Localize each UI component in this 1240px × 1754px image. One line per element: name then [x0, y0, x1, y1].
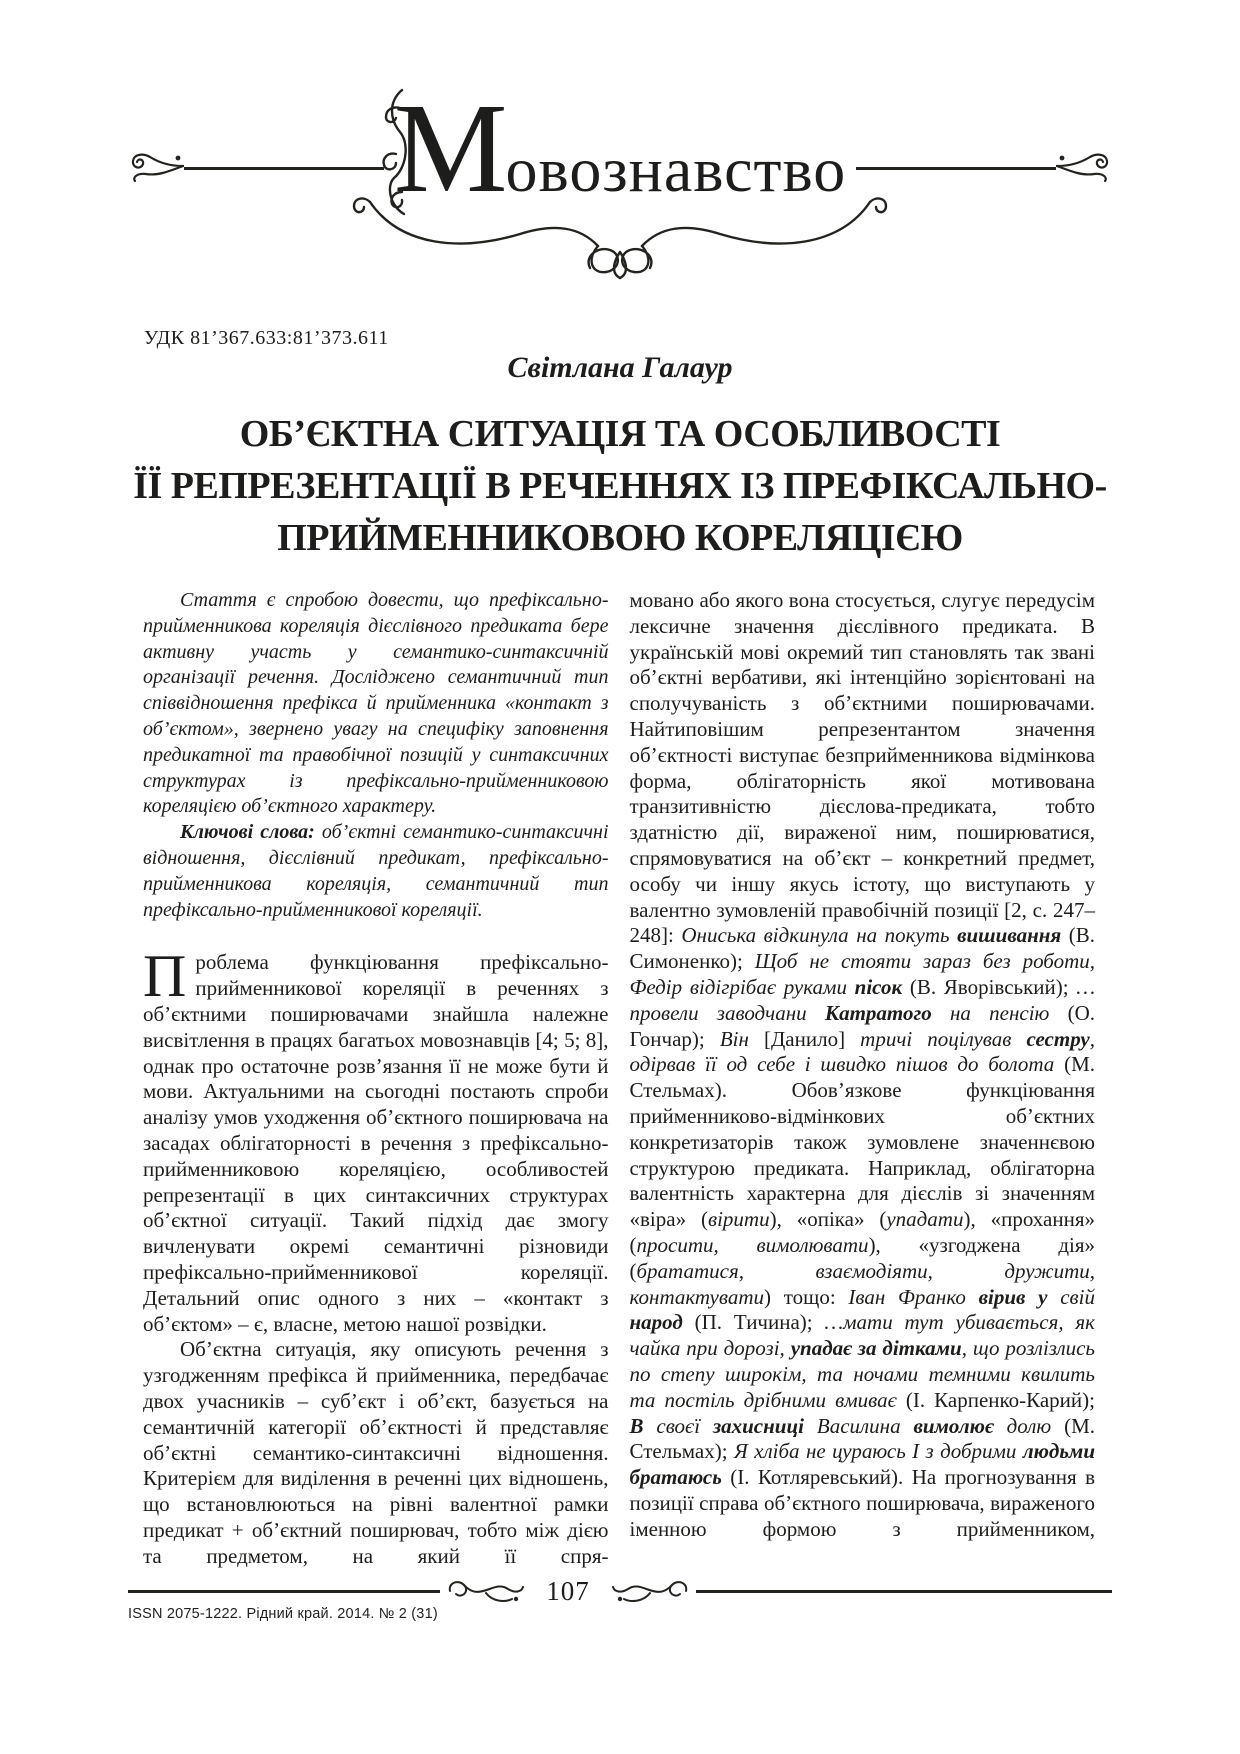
page-number: 107 — [546, 1576, 590, 1606]
flourish-right-icon — [1056, 146, 1112, 184]
article-title-line-2: ЇЇ РЕПРЕЗЕНТАЦІЇ В РЕЧЕННЯХ ІЗ ПРЕФІКСАЛЬНО- — [133, 465, 1107, 507]
footer-swirl-left-icon — [446, 1577, 524, 1607]
masthead-rule-right — [856, 167, 1056, 170]
footer-rule — [128, 1576, 1112, 1607]
footer-swirl-right-icon — [612, 1577, 690, 1607]
masthead-initial: М — [393, 77, 506, 219]
body-paragraph-1 — [143, 943, 609, 1337]
masthead-title — [384, 77, 857, 219]
body-paragraph-1-text: роблема функціювання префіксально-прийменникової кореляції в реченнях з об’єктними поширювачами знайшла належне висвітлення в працях багатьох мовознавців [4; 5; 8], однак про остаточне розв’язання її не може бути й мови. Актуальними на сьогодні постають спроби аналізу умов уходження об’єктного поширювача на засадах облігаторності в речення з префіксально-прийменниковою кореляцією, особливостей репрезентації в цих синтаксичних структурах об’єктної ситуації. Такий підхід дає змогу вичленувати окремі семантичні різновиди префіксально-прийменникової кореляції. Детальний опис одного з них – «контакт з об’єктом» – є, власне, метою нашої розвідки. — [143, 950, 609, 1336]
masthead-initial-vine-icon — [372, 84, 418, 222]
flourish-left-icon — [128, 146, 184, 184]
footer-rule-left — [128, 1590, 440, 1593]
body-paragraph-2: Об’єктна ситуація, яку описують речення з узгодженням префікса й прийменника, передбачає двох учасників – суб’єкт і об’єкт, базується на семантичній категорії об’єктності й представляє об’єктні семантико-синтаксичні відношення. Критерієм для виділення в реченні цих відношень, що встановлюються на рівні валентної рамки предикат + об’єктний поширювач, тобто між дією та предметом, на який її спря- — [143, 1337, 609, 1568]
udc-number: УДК 81’367.633:81’373.611 — [144, 327, 389, 349]
body-paragraph-2-continuation: мовано або якого вона стосується, слугує передусім лексичне значення дієслівного предиката. В українській мові окремий тип становлять так звані об’єктні вербативи, які інтенційно зорієнтовані на сполучуваність з об’єктними поширювачами. Найтиповішим репрезентантом значення об’єктності виступає безприйменникова відмінкова форма, облігаторність якої мотивована транзитивністю дієслова-предиката, тобто здатністю дії, вираженої ним, поширюватися, спрямовуватися на об’єкт – конкретний предмет, особу чи іншу якусь істоту, що виступають у валентно зумовленій правобічній позиції [2, с. 247–248]: Ониська відкинула на покуть вишивання (В. Симоненко); Щоб не стояти зараз без роботи, Федір відігрібає руками пісок (В. Яворівський); …провели заводчани Катратого на пенсію (О. Гончар); Він [Данило] тричі поцілував сестру, одірвав її од себе і швидко пішов до болота (М. Стельмах). Обов’язкове функціювання прийменниково-відмінкових об’єктних конкретизаторів також зумовлене значеннєвою структурою предиката. Наприклад, облігаторна валентність характерна для дієслів зі значенням «віра» (вірити), «опіка» (упадати), «прохання» (просити, вимолювати), «узгоджена дія» (брататися, взаємодіяти, дружити, контактувати) тощо: Іван Франко вірив у свій народ (П. Тичина); …мати тут убивається, як чайка при дорозі, упадає за дітками, що розлізлись по степу широкім, та ночами темними квилить та постіль дрібними вмиває (І. Карпенко-Карий); В своєї захисниці Василина вимолює долю (М. Стельмах); Я хліба не цураюсь І з добрими людьми братаюсь (І. Котляревський). На прогнозування в позиції справа об’єктного поширювача, вираженого іменною формою з прийменником, — [629, 588, 1096, 1541]
dropcap-letter: П — [143, 943, 187, 1010]
footer-rule-right — [696, 1590, 1112, 1593]
masthead-rest: овознавство — [505, 134, 847, 205]
keywords-label: Ключові слова: — [180, 821, 315, 844]
text-columns — [143, 588, 1095, 1569]
article-title-line-1: ОБ’ЄКТНА СИТУАЦІЯ ТА ОСОБЛИВОСТІ — [239, 413, 1001, 455]
keywords-text: об’єктні семантико-синтаксичні відношення, дієслівний предикат, префіксально-прийменникова кореляція, семантичний тип префіксально-прийменникової кореляції. — [143, 821, 609, 921]
masthead-rule-left — [184, 167, 384, 170]
keywords-paragraph — [143, 820, 609, 923]
author-name: Світлана Галаур — [507, 351, 733, 384]
issn-line: ISSN 2075-1222. Рідний край. 2014. № 2 (31) — [128, 1606, 438, 1622]
article-title-line-3: ПРИЙМЕННИКОВОЮ КОРЕЛЯЦІЄЮ — [277, 517, 963, 559]
article-title — [70, 408, 1170, 564]
right-column — [630, 588, 1096, 1569]
abstract-paragraph: Стаття є спробою довести, що префіксально-прийменникова кореляція дієслівного предиката бере активну участь у семантико-синтаксичній організації речення. Досліджено семантичний тип співвідношення префікса й прийменника «контакт з об’єктом», звернено увагу на специфіку заповнення предикатної та правобічної позицій у синтаксичних структурах із префіксально-прийменниковою кореляцією об’єктного характеру. — [143, 589, 609, 818]
masthead — [128, 77, 1112, 280]
left-column — [143, 588, 609, 1569]
